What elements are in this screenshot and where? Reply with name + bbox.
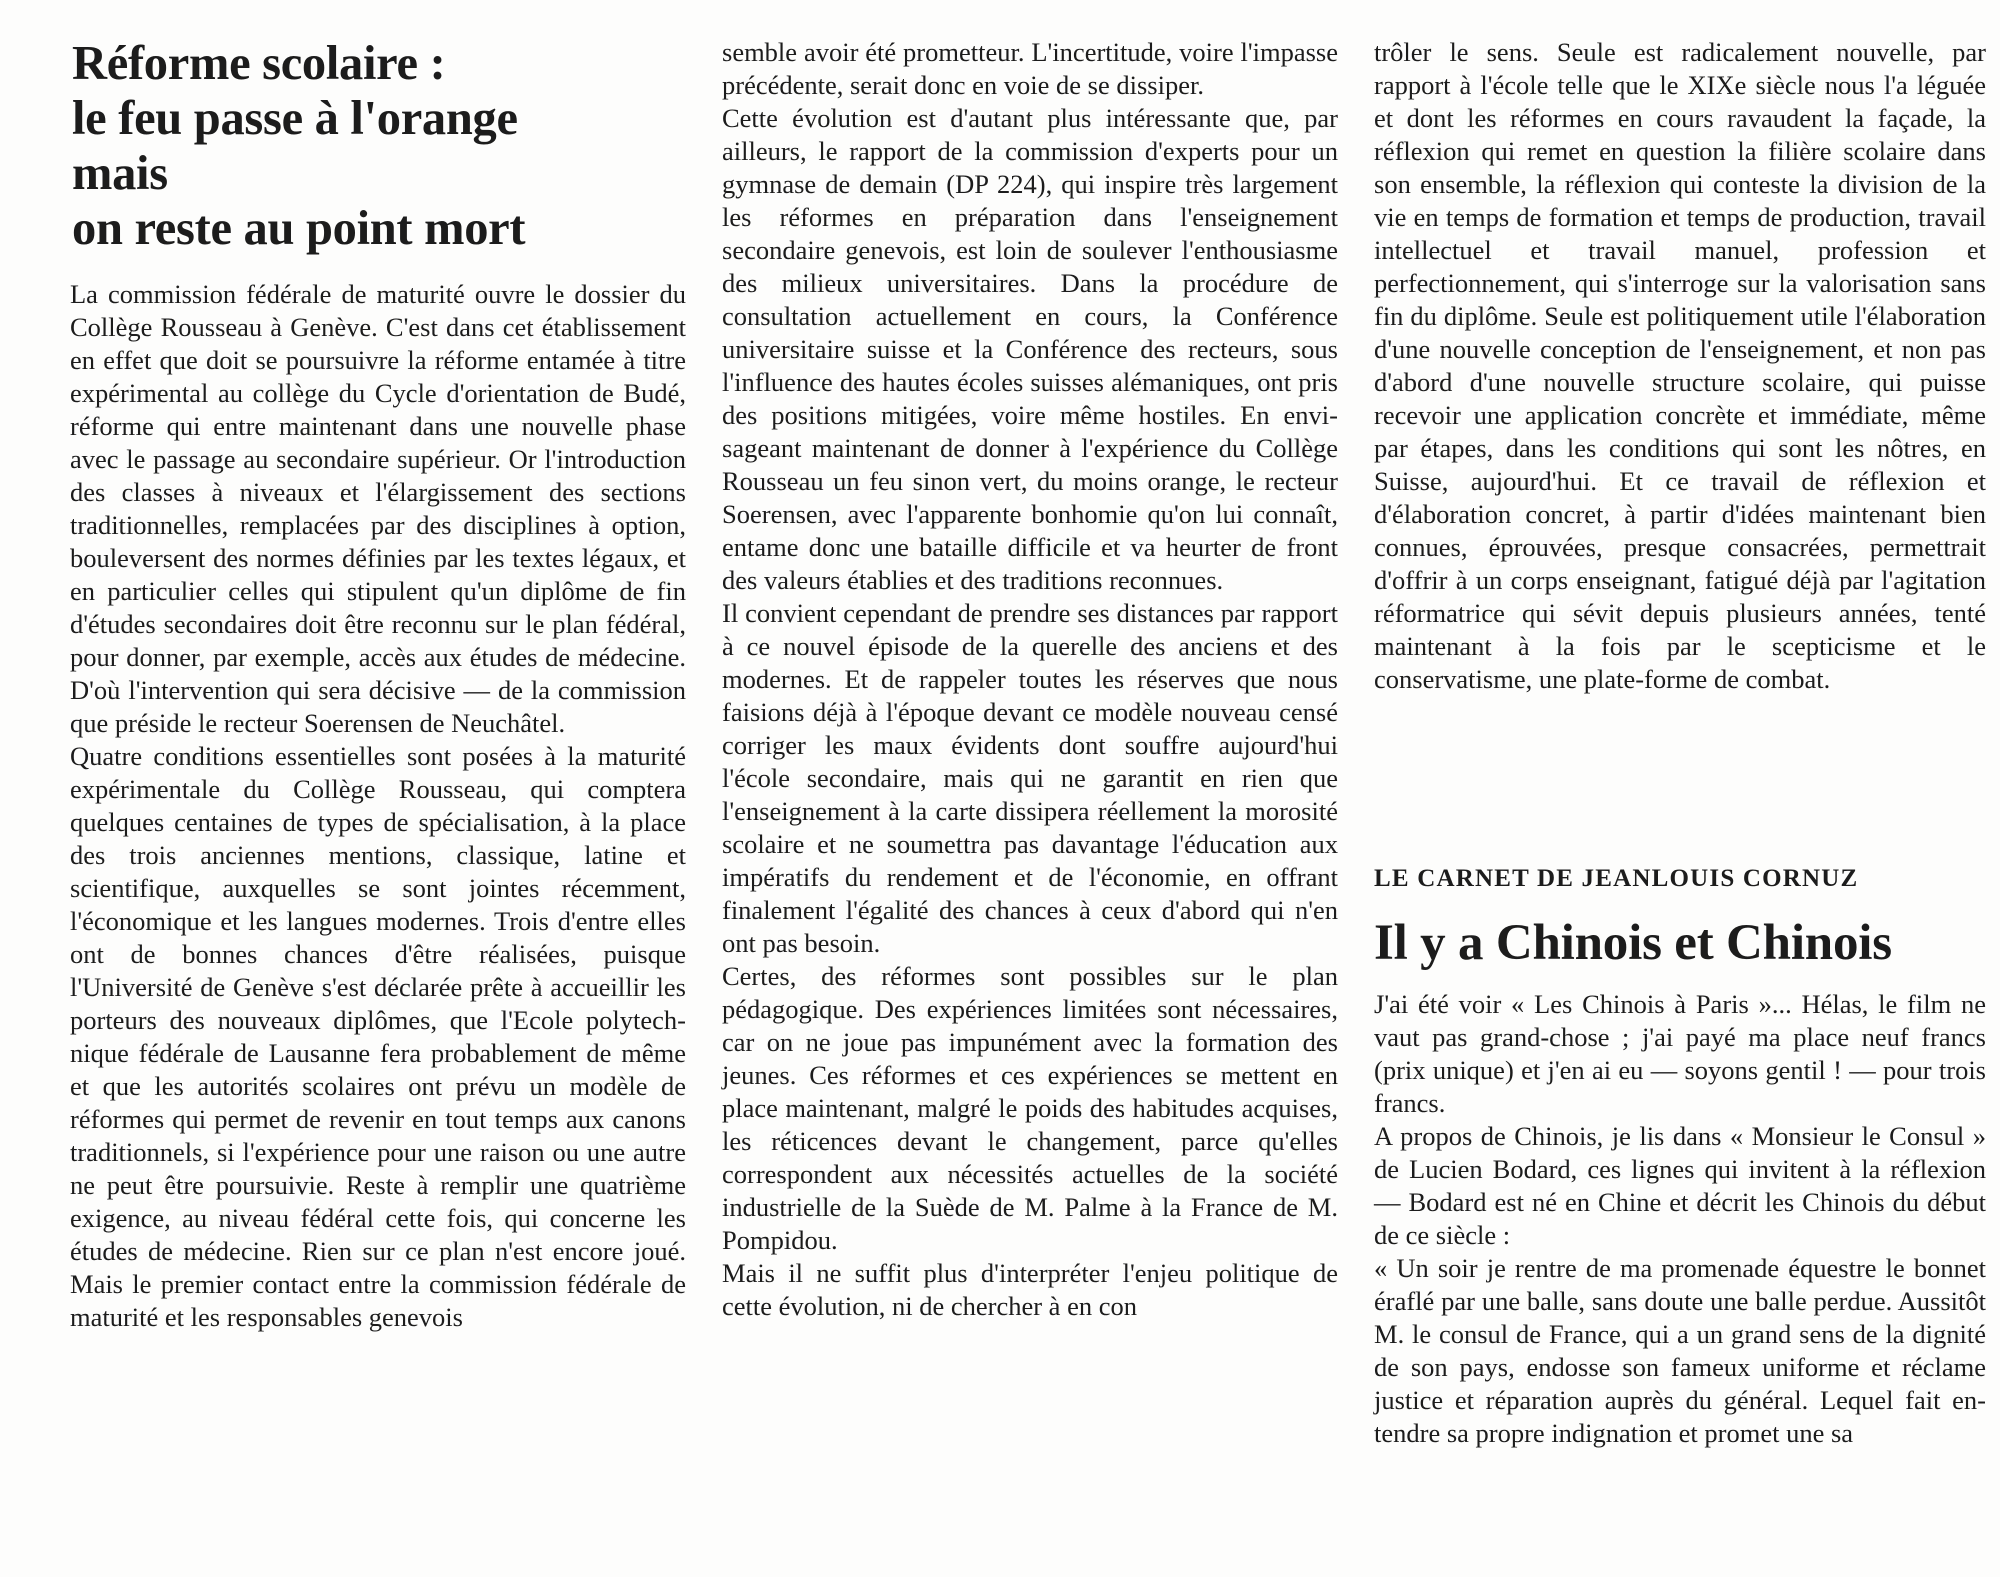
- body-paragraph: Quatre conditions essentielles sont posées à la maturité expérimentale du Collège Rousseau, qui comptera quelques centaines de types de spécialisation, à la place des trois anciennes mentions, classique, latine et scientifique, auxquelles se sont jointes récemment, l'économique et les langues modernes. Trois d'entre elles ont de bonnes chances d'être réalisées, puisque l'Université de Genève s'est déclarée prête à accueillir les porteurs des nouveaux diplômes, que l'Ecole polytechnique fédérale de Lausanne fera probablement de même et que les autorités scolaires ont prévu un modèle de réformes qui permet de revenir en tout temps aux canons traditionnels, si l'expérience pour une raison ou une autre ne peut être poursuivie. Reste à remplir une quatrième exigence, au niveau fédéral cette fois, qui concerne les études de médecine. Rien sur ce plan n'est encore joué. Mais le premier contact entre la commission fédérale de maturité et les responsables genevois: [70, 741, 686, 1332]
- headline-line-4: on reste au point mort: [72, 202, 526, 255]
- body-paragraph: La commission fédérale de maturité ouvre le dossier du Collège Rousseau à Genève. C'est dans cet établissement en effet que doit se poursuivre la réforme entamée à titre expérimental au collège du Cycle d'orientation de Budé, réforme qui entre maintenant dans une nouvelle phase avec le passage au secondaire supérieur. Or l'introduction des classes à niveaux et l'élargissement des sections traditionnelles, remplacées par des disciplines à option, bouleversent des normes définies par les textes légaux, et en particulier celles qui stipulent qu'un diplôme de fin d'études secondaires doit être reconnu sur le plan fédéral, pour donner, par exemple, accès aux études de médecine. D'où l'intervention qui sera décisive — de la commission que préside le recteur Soerensen de Neuchâtel.: [70, 279, 686, 738]
- column-2: [722, 36, 1338, 1323]
- column-1: [70, 36, 686, 1334]
- headline-line-2: le feu passe à l'orange: [72, 92, 518, 145]
- body-paragraph: trôler le sens. Seule est radicalement nouvelle, par rapport à l'école telle que le XIXe siècle nous l'a léguée et dont les réformes en cours ravaudent la façade, la réflexion qui remet en question la filière scolaire dans son ensemble, la réflexion qui conteste la division de la vie en temps de formation et temps de production, travail intellectuel et travail manuel, profession et perfectionnement, qui s'interroge sur la valorisation sans fin du diplôme. Seule est politiquement utile l'élaboration d'une nouvelle conception de l'enseignement, et non pas d'abord d'une nouvelle structure scolaire, qui puisse recevoir une application concrète et immédiate, même par étapes, dans les conditions qui sont les nôtres, en Suisse, aujourd'hui. Et ce travail de réflexion et d'élaboration concret, à partir d'idées maintenant bien connues, éprouvées, presque consacrées, permettrait d'offrir à un corps enseignant, fatigué déjà par l'agitation réformatrice qui sévit depuis plusieurs années, tenté maintenant à la fois par le scepticisme et le conservatisme, une plate-forme de combat.: [1374, 37, 1986, 694]
- body-paragraph: Certes, des réformes sont possibles sur le plan pédagogique. Des expériences limitées sont nécessaires, car on ne joue pas impunément avec la formation des jeunes. Ces réformes et ces expériences se mettent en place maintenant, malgré le poids des habitudes acquises, les réticences devant le changement, parce qu'elles correspondent aux nécessités actuelles de la société industrielle de la Suède de M. Palme à la France de M. Pompidou.: [722, 961, 1338, 1255]
- body-paragraph: Cette évolution est d'autant plus intéressante que, par ailleurs, le rapport de la commission d'experts pour un gymnase de demain (DP 224), qui inspire très largement les réformes en préparation dans l'enseignement secondaire genevois, est loin de soulever l'enthousiasme des milieux universitaires. Dans la procédure de consultation actuellement en cours, la Conférence universitaire suisse et la Conférence des recteurs, sous l'influence des hautes écoles suisses alémaniques, ont pris des positions mitigées, voire même hostiles. En envisageant maintenant de donner à l'expérience du Collège Rousseau un feu sinon vert, du moins orange, le recteur Soerensen, avec l'apparente bonhomie qu'on lui connaît, entame donc une bataille difficile et va heurter de front des valeurs établies et des traditions reconnues.: [722, 103, 1338, 595]
- body-paragraph: J'ai été voir « Les Chinois à Paris »... Hélas, le film ne vaut pas grand-chose ; j'ai payé ma place neuf francs (prix unique) et j'en ai eu — soyons gentil ! — pour trois francs.: [1374, 989, 1986, 1118]
- body-paragraph: Mais il ne suffit plus d'interpréter l'enjeu politique de cette évolution, ni de chercher à en con: [722, 1258, 1338, 1321]
- carnet-headline: Il y a Chinois et Chinois: [1374, 915, 1892, 971]
- body-paragraph: Il convient cependant de prendre ses distances par rapport à ce nouvel épisode de la querelle des anciens et des modernes. Et de rappeler toutes les réserves que nous faisions déjà à l'époque devant ce modèle nouveau censé corriger les maux évidents dont souffre aujourd'hui l'école secondaire, mais qui ne garantit en rien que l'enseignement à la carte dissipera réellement la morosité scolaire et ne soumettra pas davantage l'éducation aux impératifs du rendement et de l'économie, en offrant finalement l'égalité des chances à ceux d'abord qui n'en ont pas besoin.: [722, 598, 1338, 958]
- body-paragraph: A propos de Chinois, je lis dans « Monsieur le Consul » de Lucien Bodard, ces lignes qui invitent à la réflexion — Bodard est né en Chine et décrit les Chinois du début de ce siècle :: [1374, 1121, 1986, 1250]
- carnet-article: [1374, 864, 1986, 1450]
- column-kicker: LE CARNET DE JEANLOUIS CORNUZ: [1374, 865, 1859, 892]
- headline-line-1: Réforme scolaire :: [72, 37, 446, 90]
- column-3: [1374, 36, 1986, 696]
- headline-line-3: mais: [72, 147, 168, 200]
- article-headline: [72, 36, 686, 256]
- body-paragraph: « Un soir je rentre de ma promenade équestre le bonnet éraflé par une balle, sans doute une balle perdue. Aussitôt M. le consul de France, qui a un grand sens de la dignité de son pays, endosse son fameux uniforme et réclame justice et réparation auprès du général. Lequel fait entendre sa propre indignation et promet une sa: [1374, 1253, 1986, 1448]
- body-paragraph: semble avoir été prometteur. L'incertitude, voire l'impasse précédente, serait donc en voie de se dissiper.: [722, 37, 1338, 100]
